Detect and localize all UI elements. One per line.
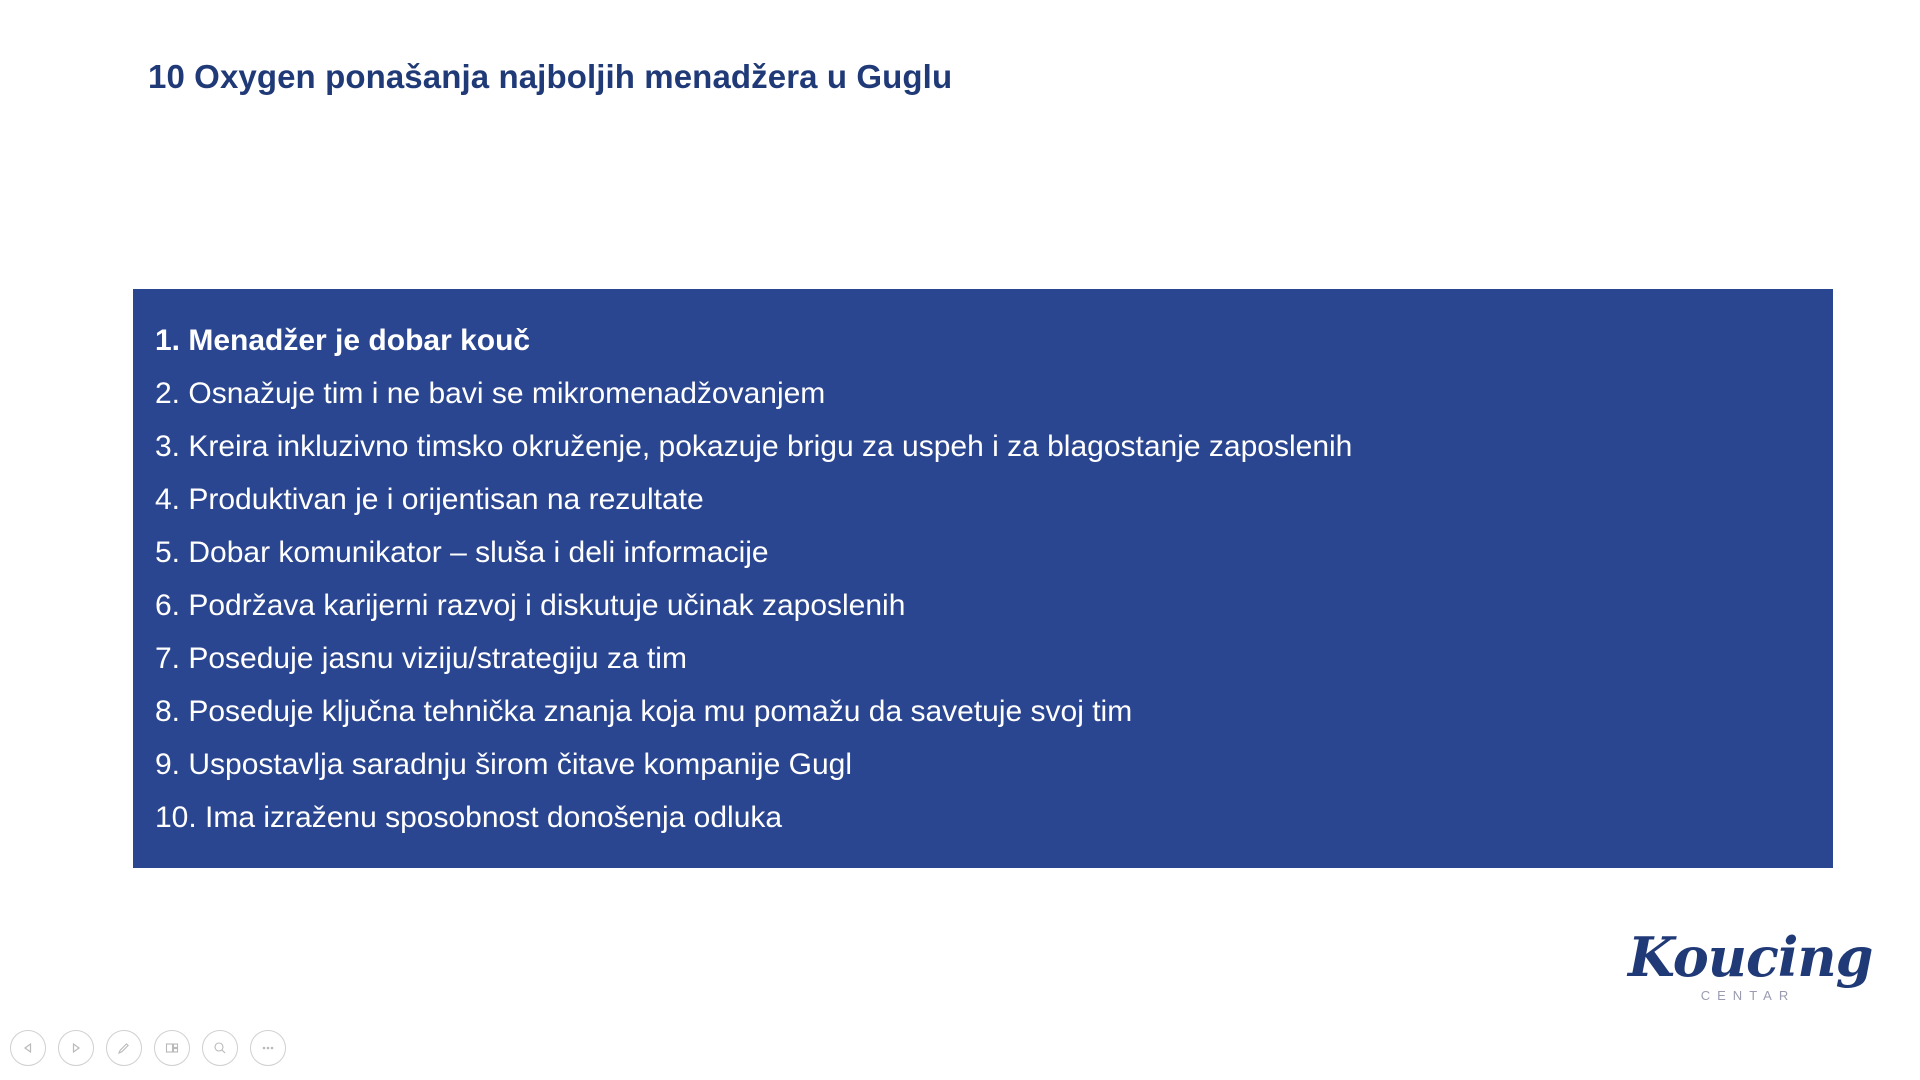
- slideshow-toolbar: [10, 1030, 286, 1066]
- behaviors-panel: [133, 289, 1833, 868]
- logo-subtitle: CENTAR: [1700, 988, 1796, 1003]
- previous-slide-button[interactable]: [10, 1030, 46, 1066]
- pen-tool-button[interactable]: [106, 1030, 142, 1066]
- triangle-right-icon: [70, 1042, 82, 1054]
- ellipsis-icon: [260, 1044, 276, 1052]
- list-item: 8. Poseduje ključna tehnička znanja koja mu pomažu da savetuje svoj tim: [155, 695, 1133, 728]
- list-item: 10. Ima izraženu sposobnost donošenja odluka: [155, 801, 783, 834]
- list-item: 7. Poseduje jasnu viziju/strategiju za tim: [155, 642, 687, 675]
- slides-icon: [165, 1041, 179, 1055]
- list-item: 1. Menadžer je dobar kouč: [155, 324, 531, 357]
- list-item: 5. Dobar komunikator – sluša i deli informacije: [155, 536, 769, 569]
- more-options-button[interactable]: [250, 1030, 286, 1066]
- logo-wordmark: Koucing: [1628, 925, 1873, 989]
- slide-view-button[interactable]: [154, 1030, 190, 1066]
- list-item: 6. Podržava karijerni razvoj i diskutuje učinak zaposlenih: [155, 589, 906, 622]
- pen-icon: [117, 1041, 131, 1055]
- list-item: 3. Kreira inkluzivno timsko okruženje, pokazuje brigu za uspeh i za blagostanje zaposlenih: [155, 430, 1353, 463]
- magnifier-icon: [213, 1041, 227, 1055]
- triangle-left-icon: [22, 1042, 34, 1054]
- list-item: 9. Uspostavlja saradnju širom čitave kompanije Gugl: [155, 748, 852, 781]
- koucing-centar-logo: [1628, 925, 1873, 1020]
- next-slide-button[interactable]: [58, 1030, 94, 1066]
- list-item: 2. Osnažuje tim i ne bavi se mikromenadžovanjem: [155, 377, 826, 410]
- list-item: 4. Produktivan je i orijentisan na rezultate: [155, 483, 704, 516]
- zoom-button[interactable]: [202, 1030, 238, 1066]
- page-title: 10 Oxygen ponašanja najboljih menadžera u Guglu: [148, 58, 953, 95]
